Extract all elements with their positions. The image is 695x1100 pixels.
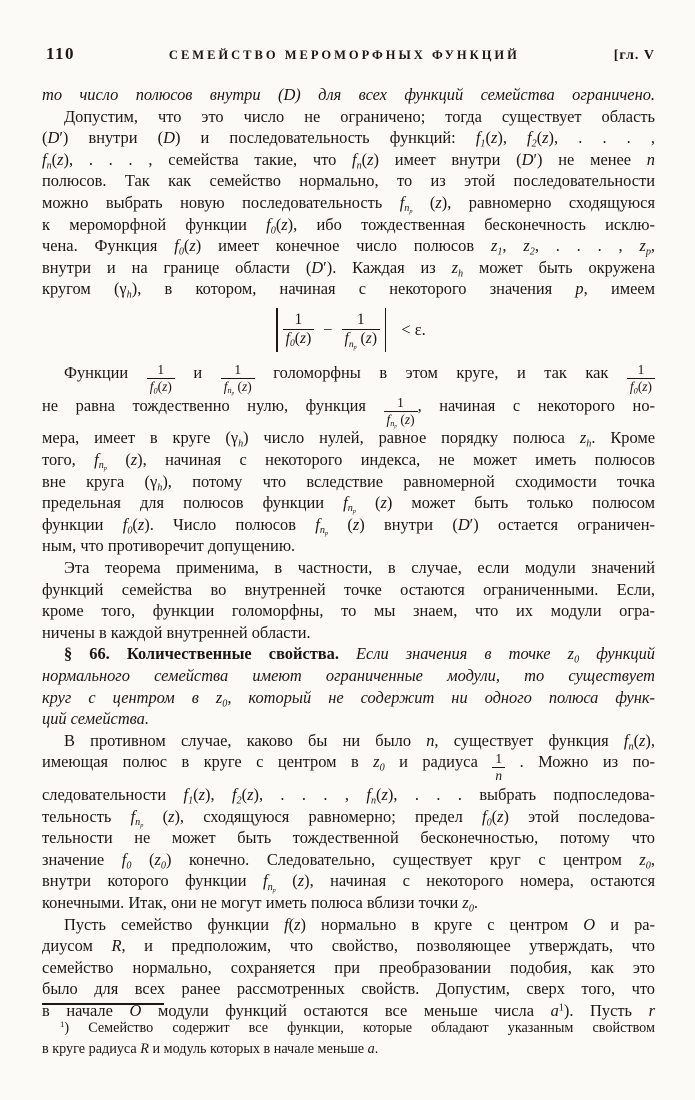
text-line: имеющая полюс в круге с центром в z0 и радиуса $\frac{1}{n}$ . Можно из по- [42,751,656,784]
text-line: чена. Функция f0(z) имеет конечное число полюсов z1, z2, . . . , zp, [42,236,656,258]
text-line: Допустим, что это число не ограничено; тогда существует область [64,106,655,126]
text-line: ным, что противоречит допущению. [42,536,296,556]
text-line: вне круга (γh), потому что вследствие равномерной сходимости точка [42,471,655,493]
text-line: внутри и на границе области (D′). Каждая из zh может быть окружена [42,257,655,279]
text-line: того, fnp (z), начиная с некоторого индекса, не может иметь полюсов [42,449,655,473]
text-line: В противном случае, каково бы ни было n, существует функция fn(z), [64,730,655,752]
display-formula: $\frac{1}{f0(z)}$ − $\frac{1}{\text{fnp (z)}}$ < ε. [42,308,655,352]
text-line: fn(z), . . . , семейства такие, что fn(z) имеет внутри (D′) не менее n [42,149,655,172]
text-line: Пусть семейство функции f(z) нормально в круге с центром O и ра- [64,914,655,934]
text-line: тельности не может быть тождественной бесконечностью, потому что [42,828,655,848]
text-line: нормального семейства имеют ограниченные модули, то существует [42,665,655,685]
text-line: полюсов. Так как семейство нормально, то из этой последовательности [42,171,655,191]
text-line: тельность fnp (z), сходящуюся равномерно; предел f0(z) этой последова- [42,806,656,829]
page-body [42,84,655,1022]
text-line: кругом (γh), в котором, начиная с некоторого значения p, имеем [42,279,656,301]
text-line: круг с центром в z0, который не содержит ни одного полюса функ- [42,687,656,709]
text-line: было для всех ранее рассмотренных свойств. Допустим, сверх того, что [42,979,655,999]
text-line: ничены в каждой внутренней области. [42,622,311,642]
footnote-separator [42,1003,164,1005]
text-line: Функции $\frac{1}{f0(z)}$ и $\frac{1}{\text{fnp (z)}}$ голоморфны в этом круге, и так как $\frac{1}{f0(z)}$ [42,362,655,395]
text-line: не равна тождественно нулю, функция $\frac{1}{\text{fnp (z)}}$ , начиная с некоторого но- [42,394,655,430]
text-line: то число полюсов внутри (D) для всех функций семейства ограничено. [42,85,655,104]
chapter-label: [гл. V [613,48,655,63]
text-line: кроме того, функции голоморфны, то мы знаем, что их модули огра- [42,601,655,621]
page-number: 110 [46,44,76,63]
footnote-line: в круге радиуса R и модуль которых в начале меньше a. [42,1040,379,1057]
text-line: функций семейства во внутренней точке остаются ограниченными. Если, [42,579,655,599]
text-line: (D′) внутри (D) и последовательность функций: f1(z), f2(z), . . . , [42,128,655,150]
text-line: предельная для полюсов функции fnp (z) может быть только полюсом [42,493,655,516]
text-line: семейство нормально, сохраняется при преобразовании подобия, как это [42,957,655,977]
text-line: ций семейства. [42,709,149,729]
text-line: к мероморфной функции f0(z), ибо тождественная бесконечность исклю- [42,214,656,236]
text-line: можно выбрать новую последовательность fnp (z), равномерно сходящуюся [42,192,655,216]
section-heading: § 66. Количественные свойства. Если значения в точке z0 функций [64,644,655,666]
running-title: СЕМЕЙСТВО МЕРОМОРФНЫХ ФУНКЦИЙ [168,48,520,62]
text-line: значение f0 (z0) конечно. Следовательно, существует круг с центром z0, [42,849,655,872]
text-line: следовательности f1(z), f2(z), . . . , fn(z), . . . выбрать подпоследова- [42,785,655,807]
text-line: конечными. Итак, они не могут иметь полюса вблизи точки z0. [42,892,478,915]
footnote-line: $^1$) Семейство содержит все функции, которые обладают указанным свойством [60,1019,655,1036]
page-header [46,44,655,64]
text-line: функции f0(z). Число полюсов fnp (z) внутри (D′) остается ограничен- [42,514,655,538]
footnote [42,1018,655,1059]
text-line: внутри которого функции fnp (z), начиная с некоторого номера, остаются [42,871,655,894]
text-line: диусом R, и предположим, что свойство, позволяющее утверждать, что [42,936,655,956]
text-line: в начале O модули функций остаются все меньше числа $a^1$). Пусть r [42,1000,655,1020]
text-line: Эта теорема применима, в частности, в случае, если модули значений [64,557,655,577]
text-line: мера, имеет в круге (γh) число нулей, равное порядку полюса zh. Кроме [42,428,655,450]
